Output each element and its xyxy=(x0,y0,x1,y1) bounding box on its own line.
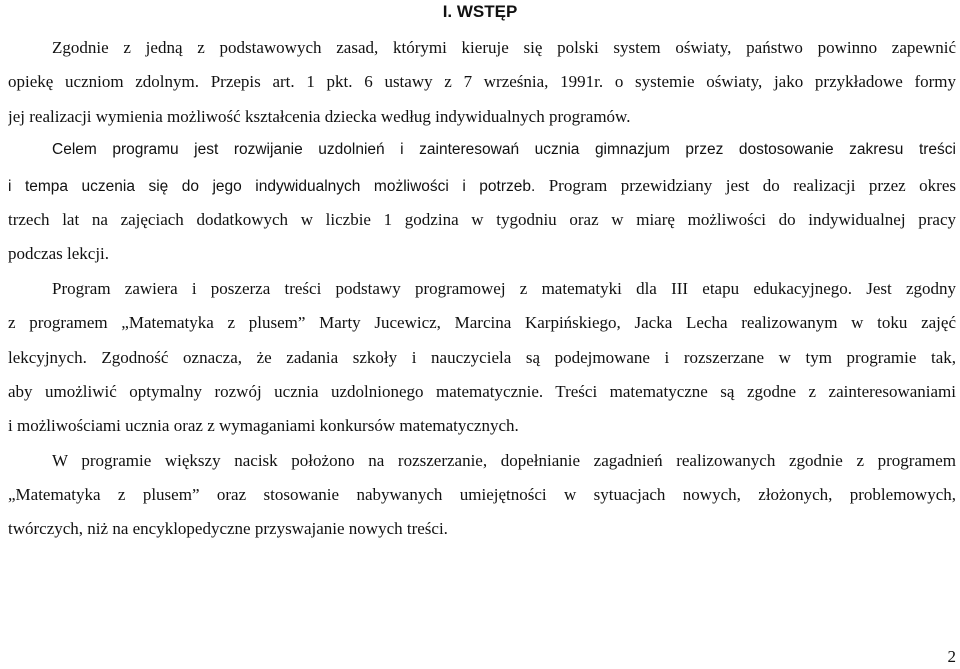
paragraph-line: i możliwościami ucznia oraz z wymaganiami konkursów matematycznych. xyxy=(8,416,519,436)
paragraph-line: z programem „Matematyka z plusem” Marty Jucewicz, Marcina Karpińskiego, Jacka Lecha realizowanym w toku zajęć xyxy=(8,313,956,333)
paragraph-line: Program zawiera i poszerza treści podstawy programowej z matematyki dla III etapu edukacyjnego. Jest zgodny xyxy=(52,278,956,298)
paragraph-line: opiekę uczniom zdolnym. Przepis art. 1 pkt. 6 ustawy z 7 września, 1991r. o systemie oświaty, jako przykładowe formy xyxy=(8,72,956,92)
paragraph-line: Celem programu jest rozwijanie uzdolnień i zainteresowań ucznia gimnazjum przez dostosowanie zakresu treści xyxy=(52,141,956,159)
paragraph-2 xyxy=(8,141,956,279)
paragraph-line-serif-part: Program przewidziany jest do realizacji przez okres xyxy=(535,175,956,195)
paragraph-1 xyxy=(8,38,956,141)
paragraph-4 xyxy=(8,451,956,554)
paragraph-line: podczas lekcji. xyxy=(8,244,110,264)
paragraph-line: aby umożliwić optymalny rozwój ucznia uzdolnionego matematycznie. Treści matematyczne są zgodne z zainteresowaniami xyxy=(8,381,956,401)
paragraph-line: jej realizacji wymienia możliwość kształcenia dziecka według indywidualnych programów. xyxy=(8,106,631,126)
paragraph-line: Zgodnie z jedną z podstawowych zasad, którymi kieruje się polski system oświaty, państwo powinno zapewnić xyxy=(52,38,956,57)
paragraph-line: twórczych, niż na encyklopedyczne przyswajanie nowych treści. xyxy=(8,519,448,539)
paragraph-line-sans-part: i tempa uczenia się do jego indywidualnych możliwości i potrzeb. xyxy=(8,177,536,195)
paragraph-line: W programie większy nacisk położono na rozszerzanie, dopełnianie zagadnień realizowanych zgodnie z programem xyxy=(52,450,956,470)
document-body xyxy=(8,38,956,554)
paragraph-line: trzech lat na zajęciach dodatkowych w liczbie 1 godzina w tygodniu oraz w miarę możliwości do indywidualnej pracy xyxy=(8,209,956,229)
paragraph-line: „Matematyka z plusem” oraz stosowanie nabywanych umiejętności w sytuacjach nowych, złożonych, problemowych, xyxy=(8,485,956,505)
paragraph-line: lekcyjnych. Zgodność oznacza, że zadania szkoły i nauczyciela są podejmowane i rozszerzane w tym programie tak, xyxy=(8,347,956,367)
paragraph-line-mixed xyxy=(8,176,956,210)
paragraph-3 xyxy=(8,279,956,451)
page-number: 2 xyxy=(947,647,956,666)
section-heading: I. WSTĘP xyxy=(442,2,518,21)
